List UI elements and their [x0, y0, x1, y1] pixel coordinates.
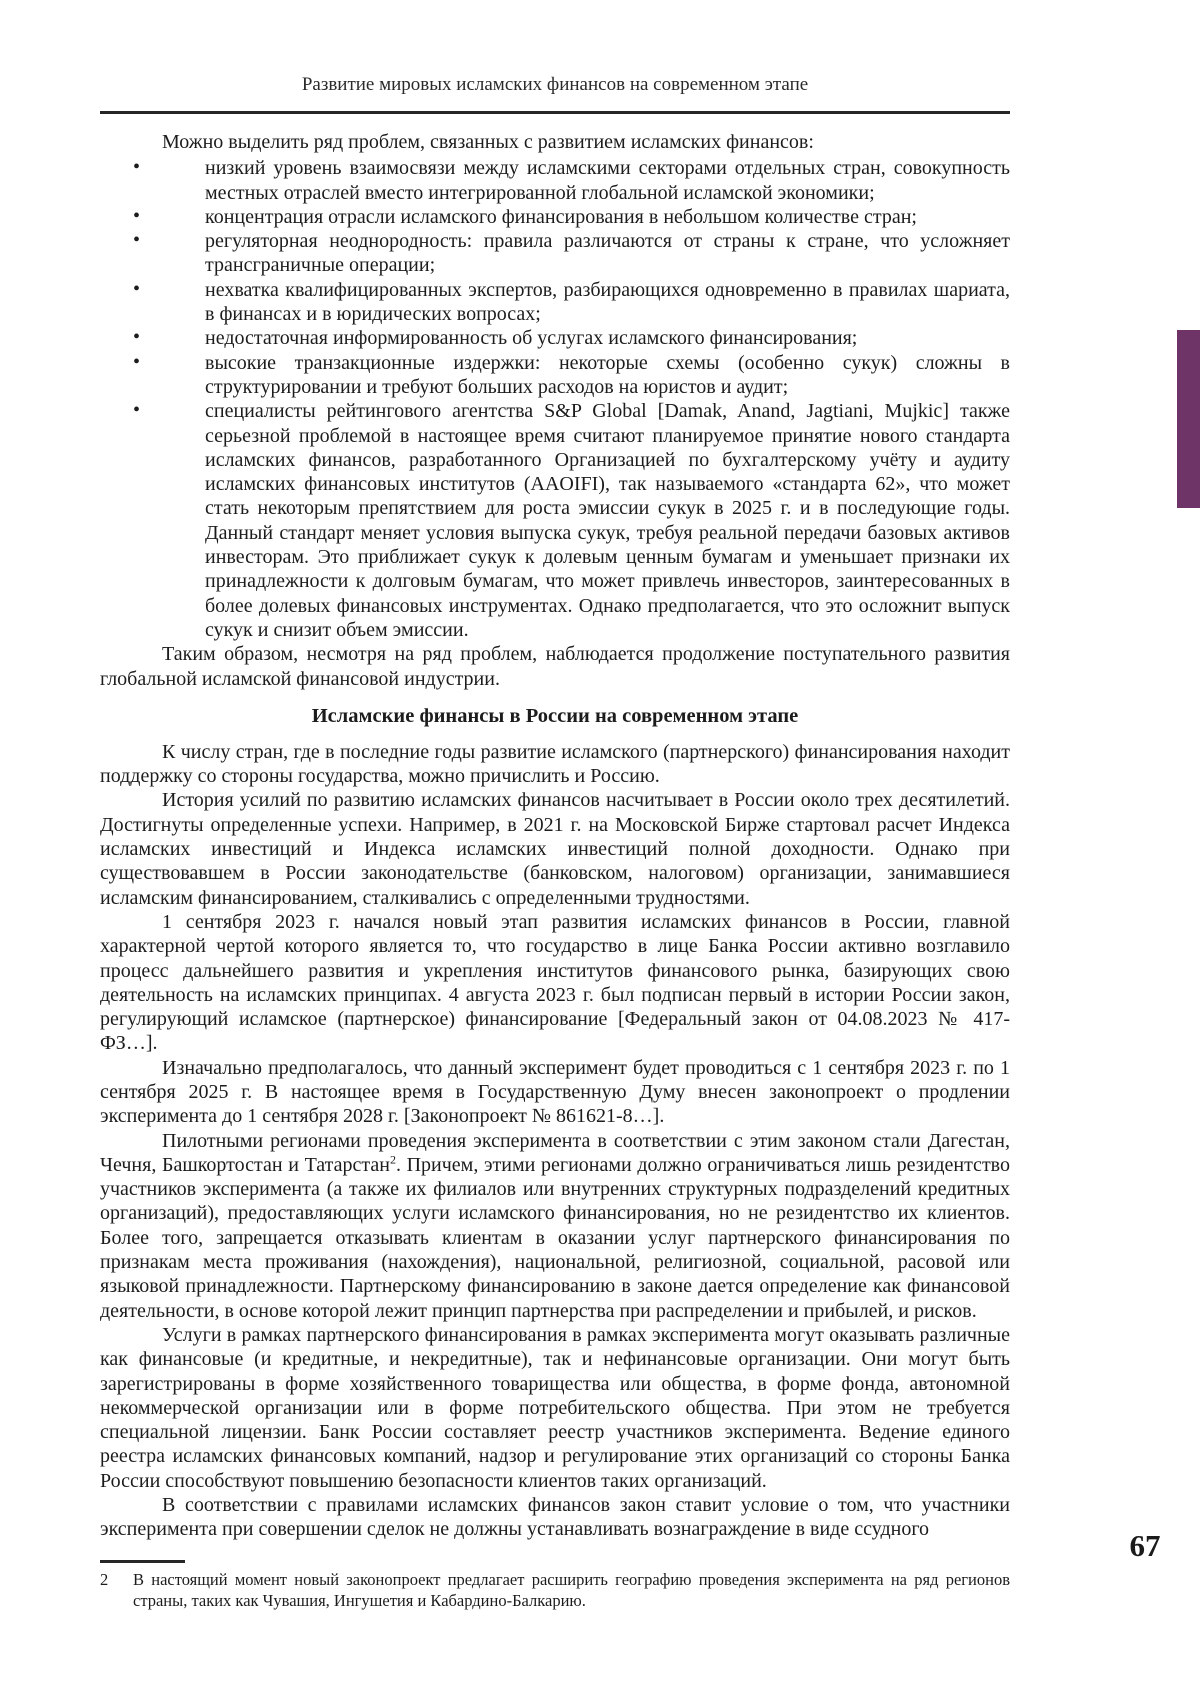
- page-number: 67: [1129, 1528, 1161, 1563]
- paragraph: Изначально предполагалось, что данный эксперимент будет проводиться с 1 сентября 2023 г. по 1 сентября 2025 г. В настоящее время в Государственную Думу внесен законопроект о продлении эксперимента до 1 сентября 2028 г. [Законопроект № 861621-8…].: [100, 1056, 1010, 1128]
- page-body: [100, 130, 1010, 1554]
- chapter-accent-tab: [1177, 330, 1200, 508]
- bullet-item: • высокие транзакционные издержки: некоторые схемы (особенно сукук) сложны в структурировании и требуют больших расходов на юристов и аудит;: [100, 351, 1010, 400]
- bullet-item: • регуляторная неоднородность: правила различаются от страны к стране, что усложняет трансграничные операции;: [100, 229, 1010, 278]
- header-rule: [100, 111, 1010, 114]
- paragraph: 1 сентября 2023 г. начался новый этап развития исламских финансов в России, главной характерной чертой которого является то, что государство в лице Банка России активно возглавило процесс дальнейшего развития и укрепления институтов финансового рынка, базирующих свою деятельность на исламских принципах. 4 августа 2023 г. был подписан первый в истории России закон, регулирующий исламское (партнерское) финансирование [Федеральный закон от 04.08.2023 № 417-ФЗ…].: [100, 910, 1010, 1055]
- bullet-item: • нехватка квалифицированных экспертов, разбирающихся одновременно в правилах шариата, в финансах и в юридических вопросах;: [100, 278, 1010, 327]
- paragraph: История усилий по развитию исламских финансов насчитывает в России около трех десятилетий. Достигнуты определенные успехи. Например, в 2021 г. на Московской Бирже стартовал расчет Индекса исламских инвестиций и Индекса исламских инвестиций полной доходности. Однако при существовавшем в России законодательстве (банковском, налоговом) организации, занимавшиеся исламским финансированием, сталкивались с определенными трудностями.: [100, 789, 1010, 909]
- paragraph: Услуги в рамках партнерского финансирования в рамках эксперимента могут оказывать различные как финансовые (и кредитные, и некредитные), так и нефинансовые организации. Они могут быть зарегистрированы в форме хозяйственного товарищества или общества, в форме фонда, автономной некоммерческой организации или в форме потребительского общества. При этом не требуется специальной лицензии. Банк России составляет реестр участников эксперимента. Ведение единого реестра исламских финансовых компаний, надзор и регулирование этих организаций со стороны Банка России способствуют повышению безопасности клиентов таких организаций.: [100, 1323, 1010, 1492]
- running-head: Развитие мировых исламских финансов на современном этапе: [301, 74, 809, 95]
- footnote-rule: [100, 1560, 185, 1563]
- bullet-list: [100, 156, 1010, 642]
- bullet-item: • недостаточная информированность об услугах исламского финансирования;: [100, 326, 1010, 350]
- footnote-reference: 2: [389, 1152, 396, 1167]
- bullet-item: • концентрация отрасли исламского финансирования в небольшом количестве стран;: [100, 205, 1010, 229]
- footnote-text: В настоящий момент новый законопроект предлагает расширить географию проведения эксперимента на ряд регионов страны, таких как Чувашия, Ингушетия и Кабардино-Балкарию.: [133, 1570, 1010, 1610]
- text-segment: . Причем, этими регионами должно ограничиваться лишь резидентство участников эксперимента (а также их филиалов или внутренних структурных подразделений кредитных организаций), предоставляющих услуги исламского финансирования, но не резидентство их клиентов. Более того, запрещается отказывать клиентам в оказании услуг партнерского финансирования по признакам места проживания (нахождения), национальной, религиозной, социальной, расовой или языковой принадлежности. Партнерскому финансированию в законе дается определение как финансовой деятельности, в основе которой лежит принцип партнерства при распределении и прибылей, и рисков.: [100, 1153, 1010, 1322]
- footnote: [100, 1570, 1010, 1611]
- section-heading: Исламские финансы в России на современном этапе: [311, 704, 799, 727]
- paragraph: В соответствии с правилами исламских финансов закон ставит условие о том, что участники эксперимента при совершении сделок не должны устанавливать вознаграждение в виде ссудного: [100, 1494, 1010, 1541]
- paragraph: Можно выделить ряд проблем, связанных с развитием исламских финансов:: [162, 131, 814, 153]
- paragraph: К числу стран, где в последние годы развитие исламского (партнерского) финансирования находит поддержку со стороны государства, можно причислить и Россию.: [100, 740, 1010, 788]
- paragraph: Таким образом, несмотря на ряд проблем, наблюдается продолжение поступательного развития глобальной исламской финансовой индустрии.: [100, 643, 1010, 690]
- text-segment: Пилотными регионами проведения эксперимента в соответствии с этим законом стали Дагестан, Чечня, Башкортостан и Татарстан: [100, 1129, 1010, 1176]
- paragraph: [100, 1129, 1010, 1323]
- bullet-item: • низкий уровень взаимосвязи между исламскими секторами отдельных стран, совокупность местных отраслей вместо интегрированной глобальной исламской экономики;: [100, 156, 1010, 205]
- bullet-item: • специалисты рейтингового агентства S&P Global [Damak, Anand, Jagtiani, Mujkic] также серьезной проблемой в настоящее время считают планируемое принятие нового стандарта исламских финансов, разработанного Организацией по бухгалтерскому учёту и аудиту исламских финансовых институтов (AAOIFI), так называемого «стандарта 62», что может стать некоторым препятствием для роста эмиссии сукук в 2025 г. и в последующие годы. Данный стандарт меняет условия выпуска сукук, требуя реальной передачи базовых активов инвесторам. Это приближает сукук к долевым ценным бумагам и уменьшает признаки их принадлежности к долговым бумагам, что может привлечь инвесторов, заинтересованных в более долевых финансовых инструментах. Однако предполагается, что это осложнит выпуск сукук и снизит объем эмиссии.: [100, 399, 1010, 642]
- footnote-marker: 2: [100, 1570, 109, 1589]
- footnote-body: [100, 1570, 1010, 1611]
